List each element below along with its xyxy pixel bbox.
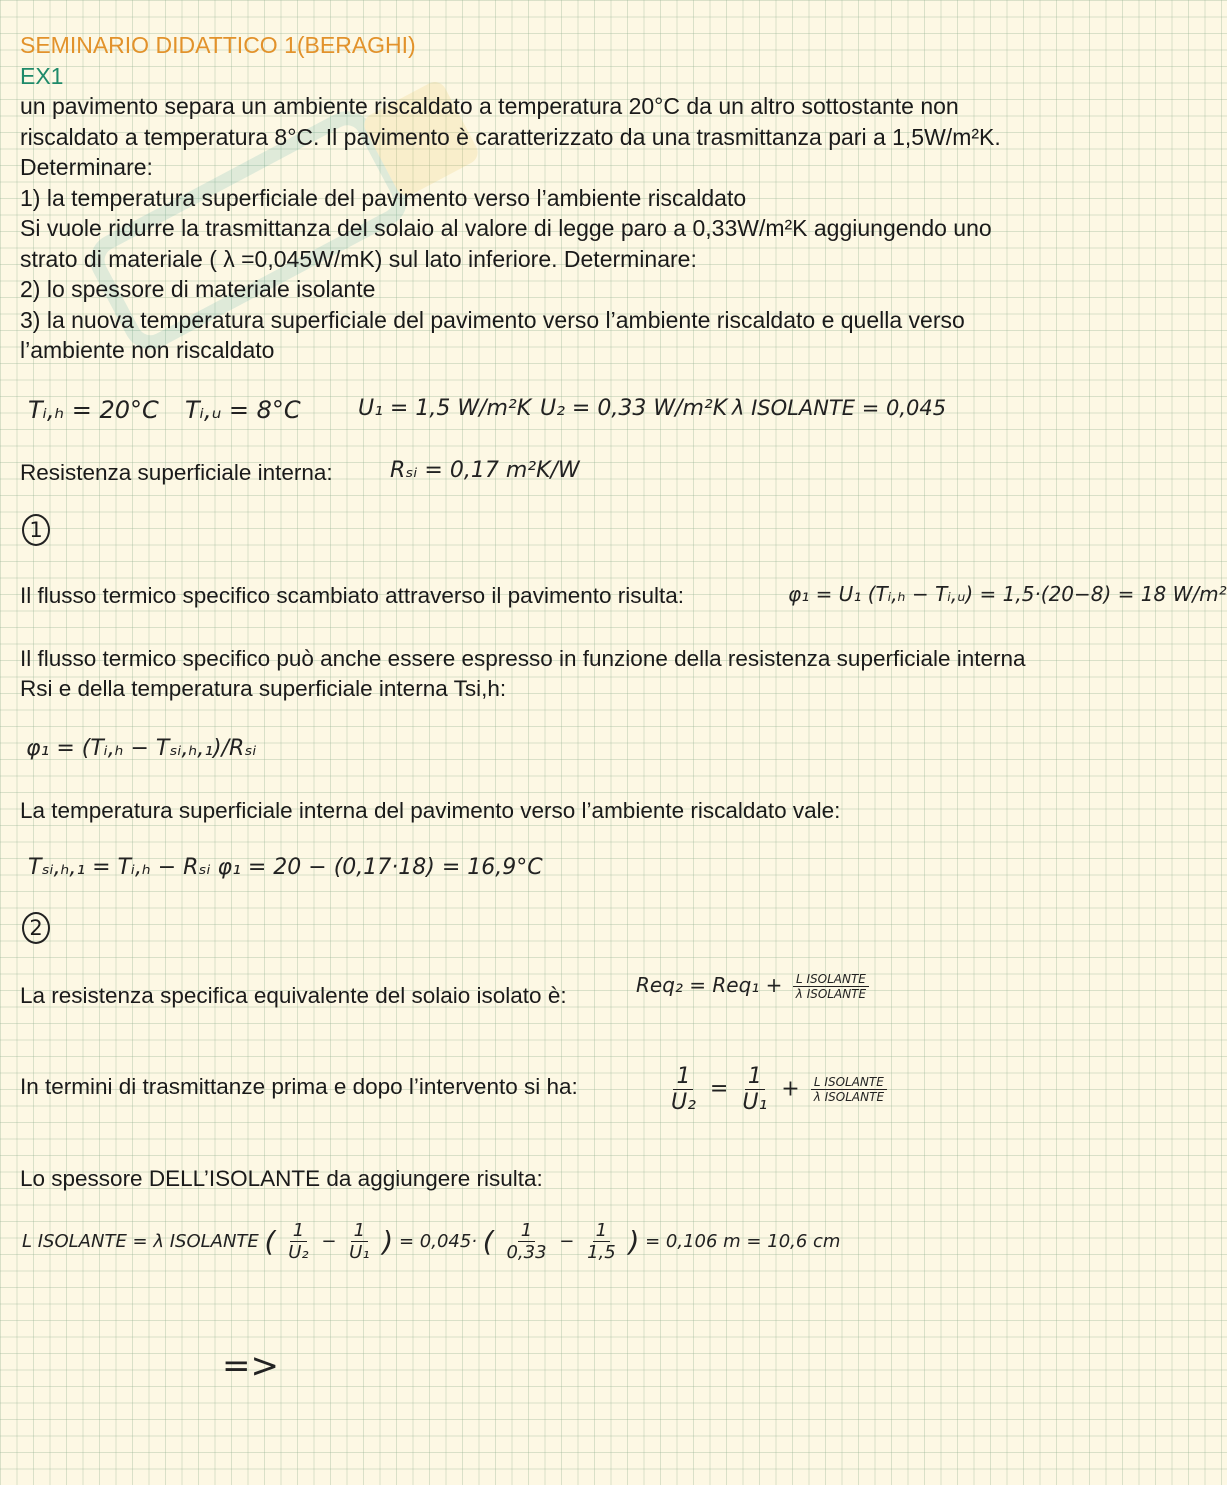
rsi-value: Rₛᵢ = 0,17 m²K/W [390, 458, 580, 483]
trans-frac-u1: $\frac{1}{\text{U₁}}$ [742, 1064, 768, 1115]
arrow-implies: => [222, 1346, 279, 1386]
flux-formula: φ₁ = U₁ (Tᵢ,ₕ − Tᵢ,ᵤ) = 1,5·(20−8) = 18 W/m² [788, 582, 1227, 606]
temp-text: La temperatura superficiale interna del pavimento verso l’ambiente riscaldato vale: [20, 798, 841, 823]
given-u1: U₁ = 1,5 W/m²K [358, 396, 532, 421]
page-title: SEMINARIO DIDATTICO 1(BERAGHI) [20, 32, 416, 58]
problem-line: un pavimento separa un ambiente riscaldato a temperatura 20°C da un altro sottostante non [20, 93, 959, 119]
trans-formula: $\frac{1}{\text{U₂}}$ = $\frac{1}{\text{U₁}}$ + $\frac{\text{L ISOLANTE}}{\text{λ ISOLANTE}}$ [664, 1064, 891, 1115]
req-num: L ISOLANTE [793, 972, 869, 987]
req-text: La resistenza specifica equivalente del solaio isolato è: [20, 983, 567, 1008]
problem-line: 1) la temperatura superficiale del pavimento verso l’ambiente riscaldato [20, 184, 747, 211]
trans-frac-u2: $\frac{1}{\text{U₂}}$ [671, 1064, 696, 1115]
problem-line: Si vuole ridurre la trasmittanza del solaio al valore di legge paro a 0,33W/m²K aggiungendo uno [20, 215, 992, 241]
trans-text: In termini di trasmittanze prima e dopo l’intervento si ha: [20, 1074, 578, 1099]
req-den: λ ISOLANTE [795, 987, 867, 1001]
step-2-marker: 2 [22, 912, 50, 944]
problem-line: 3) la nuova temperatura superficiale del pavimento verso l’ambiente riscaldato e quella verso [20, 306, 965, 333]
req-lhs: Req₂ = Req₁ + [636, 973, 783, 997]
problem-line: strato di materiale ( λ =0,045W/mK) sul lato inferiore. Determinare: [20, 245, 697, 272]
flux-text: Il flusso termico specifico scambiato attraverso il pavimento risulta: [20, 583, 685, 608]
problem-line: 2) lo spessore di materiale isolante [20, 276, 376, 302]
exercise-label: EX1 [20, 63, 64, 89]
problem-statement [20, 91, 1130, 366]
given-t-out: Tᵢ,ᵤ = 8°C [185, 396, 301, 424]
problem-line: Determinare: [20, 154, 153, 180]
trans-frac-l: $\frac{\text{L ISOLANTE}}{\text{λ ISOLANTE}}$ [811, 1075, 887, 1104]
given-t-in: Tᵢ,ₕ = 20°C [28, 396, 159, 424]
problem-line: l’ambiente non riscaldato [20, 337, 275, 363]
req-fraction [793, 972, 869, 1001]
flux2-formula: φ₁ = (Tᵢ,ₕ − Tₛᵢ,ₕ,₁)/Rₛᵢ [26, 736, 257, 761]
flux2-line-2: Rsi e della temperatura superficiale interna Tsi,h: [20, 676, 507, 701]
temp-formula: Tₛᵢ,ₕ,₁ = Tᵢ,ₕ − Rₛᵢ φ₁ = 20 − (0,17·18) = 16,9°C [28, 855, 543, 880]
req-formula [636, 972, 873, 1001]
flux2-line-1: Il flusso termico specifico può anche essere espresso in funzione della resistenza superficiale interna [20, 646, 1026, 671]
step-1-marker: 1 [22, 514, 50, 546]
thick-result: = 0,106 m = 10,6 cm [645, 1231, 841, 1252]
given-lambda: λ ISOLANTE = 0,045 [732, 396, 947, 420]
rsi-label: Resistenza superficiale interna: [20, 460, 333, 485]
thick-formula: L ISOLANTE = λ ISOLANTE ( $\frac{1}{\text{U₂}}$ − $\frac{1}{\text{U₁}}$ ) = 0,045· ( $\frac{1}{0,33}$ − $\frac{1}{1,5}$ ) = 0,106 m = 10,6 cm [22, 1220, 841, 1263]
thick-text: Lo spessore DELL’ISOLANTE da aggiungere risulta: [20, 1166, 543, 1191]
problem-line: riscaldato a temperatura 8°C. Il pavimento è caratterizzato da una trasmittanza pari a 1,5W/m²K. [20, 123, 1001, 150]
given-u2: U₂ = 0,33 W/m²K [540, 396, 728, 421]
